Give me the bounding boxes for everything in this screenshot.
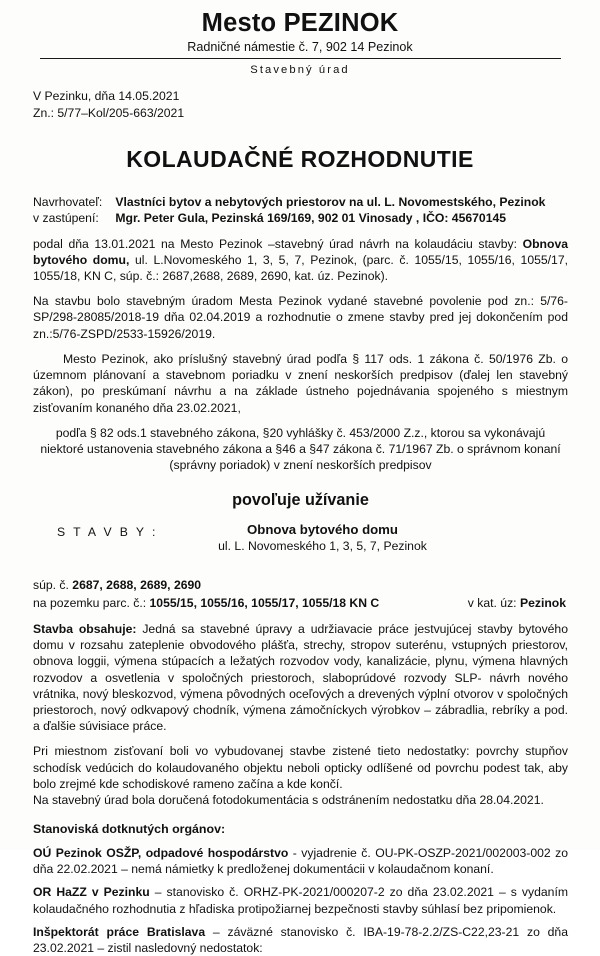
- identification-block: [33, 577, 568, 612]
- place-and-date: V Pezinku, dňa 14.05.2021: [33, 88, 180, 103]
- organization-address: Radničné námestie č. 7, 902 14 Pezinok: [187, 39, 413, 54]
- applicant-label: Navrhovateľ:: [33, 195, 103, 210]
- cadastral-area: [468, 595, 566, 612]
- parties-block: [33, 194, 568, 226]
- building-number-line: [33, 577, 568, 594]
- structure-label: S T A V B Y :: [57, 525, 158, 540]
- scope-text: Jedná sa stavebné úpravy a udržiavacie práce jestvujúcej stavby bytového domu v rozsahu zateplenie obvodového plášťa, strechy, stropov suterénu, vstupných priestorov, obnova loggii, výmena stúpacích a ležatých rozvodov vody, kanalizácie, plynu, výmena hlavných rozvodov a osvetlenia v spoločných priestoroch, slaboprúdové rozvody SLP- návrh nového vrátnika, nový bleskozvod, výmena pôvodných oceľových a drevených výplní otvorov v spoločných priestoroch, nový odkvapový chodník, výmena zámočníckych výrobkov – zábradlia, rebríky a pod. a ďalšie súvisiace práce.: [33, 621, 568, 734]
- opinion-text: - vyjadrenie č. OU-PK-OSZP-2021/002003-002 zo dňa 22.02.2021 – nemá námietky k predloženej dokumentácii v kolaudačnom konaní.: [33, 845, 568, 877]
- submission-paragraph: [33, 236, 568, 285]
- document-title: KOLAUDAČNÉ ROZHODNUTIE: [126, 146, 474, 173]
- letterhead: [0, 0, 600, 76]
- opinion-item: [33, 884, 568, 916]
- scope-paragraph: [33, 621, 568, 735]
- authority-paragraph: Mesto Pezinok, ako príslušný stavebný úrad podľa § 117 ods. 1 zákona č. 50/1976 Zb. o územnom plánovaní a stavebnom poriadku v znení neskorších predpisov (ďalej len stavebný zákon), po preskúmaní návrhu a na základe ústneho pojednávania spojeného s miestnym zisťovaním konaného dňa 23.02.2021,: [33, 351, 568, 415]
- document-body: [0, 194, 600, 956]
- parcel-value: 1055/15, 1055/16, 1055/17, 1055/18 KN C: [149, 595, 380, 610]
- representative-value: Mgr. Peter Gula, Pezinská 169/169, 902 01 Vinosady , IČO: 45670145: [115, 211, 507, 226]
- representative-label: v zastúpení:: [33, 211, 99, 226]
- file-number: Zn.: 5/77–Kol/205-663/2021: [33, 105, 185, 120]
- letterhead-divider: [40, 58, 561, 59]
- scope-label: Stavba obsahuje:: [33, 621, 137, 636]
- building-number-value: 2687, 2688, 2689, 2690: [72, 578, 202, 593]
- applicant-value: Vlastníci bytov a nebytových priestorov na ul. L. Novomestského, Pezinok: [115, 195, 546, 210]
- opinion-authority: Inšpektorát práce Bratislava: [33, 924, 206, 939]
- opinion-text: – stanovisko č. ORHZ-PK-2021/000207-2 zo dňa 23.02.2021 – s vydaním kolaudačného rozhodnutia z hľadiska protipožiarnej bezpečnosti stavby súhlasí bez pripomienok.: [33, 885, 568, 916]
- cadastral-value: Pezinok: [519, 595, 566, 610]
- structure-name: Obnova bytového domu: [247, 522, 398, 538]
- reference-block: [0, 88, 600, 121]
- opinion-authority: OÚ Pezinok OSŽP, odpadové hospodárstvo: [33, 845, 289, 860]
- defects-paragraph: [33, 743, 568, 808]
- submission-subject: Obnova bytového domu,: [33, 236, 568, 267]
- building-number-label: súp. č.: [33, 578, 73, 593]
- defects-remedy: Na stavebný úrad bola doručená fotodokumentácia s odstránením nedostatku dňa 28.04.2021.: [33, 793, 544, 808]
- opinion-item: [33, 924, 568, 956]
- legal-basis-paragraph: podľa § 82 ods.1 stavebného zákona, §20 vyhlášky č. 453/2000 Z.z., ktorou sa vykonávajú niektoré ustanovenia stavebného zákona a §46 a §47 zákona č. 71/1967 Zb. o správnom konaní (správny poriadok) v znení neskorších predpisov: [40, 425, 561, 473]
- parcel-line: [33, 595, 568, 612]
- structure-address: ul. L. Novomeského 1, 3, 5, 7, Pezinok: [218, 538, 427, 553]
- submission-text-1: podal dňa 13.01.2021 na Mesto Pezinok –stavebný úrad návrh na kolaudáciu stavby:: [33, 236, 523, 251]
- opinions-heading: Stanoviská dotknutých orgánov:: [33, 822, 226, 837]
- opinion-authority: OR HaZZ v Pezinku: [33, 885, 150, 900]
- representative-row: [33, 210, 568, 226]
- building-permit-paragraph: Na stavbu bolo stavebným úradom Mesta Pezinok vydané stavebné povolenie pod zn.: 5/76-SP/298-28085/2018-19 dňa 02.04.2019 a rozhodnutie o zmene stavby pred jej dokončením pod zn.:5/76-ZSPD/2533-15926/2019.: [33, 294, 568, 341]
- parcel-label: na pozemku parc. č.:: [33, 595, 150, 610]
- cadastral-label: v kat. úz:: [467, 595, 520, 610]
- opinion-text: – záväzné stanovisko č. IBA-19-78-2.2/ZS-C22,23-21 zo dňa 23.02.2021 – zistil nasledovný nedostatok:: [33, 924, 568, 955]
- organization-name: Mesto PEZINOK: [201, 9, 399, 37]
- defects-finding: Pri miestnom zisťovaní boli vo vybudovanej stavbe zistené tieto nedostatky: povrchy stupňov schodísk vedúcich do kolaudovaného objektu neboli opticky odlíšené od povrchu podest tak, aby bolo zrejmé kde schodiskové rameno začína a kde končí.: [33, 744, 568, 791]
- department-name: Stavebný úrad: [250, 63, 350, 76]
- applicant-row: [33, 194, 568, 210]
- ruling-headline: povoľuje užívanie: [232, 490, 369, 509]
- opinion-item: [33, 845, 568, 877]
- structure-block: [33, 522, 568, 556]
- submission-text-2: ul. L.Novomeského 1, 3, 5, 7, Pezinok, (parc. č. 1055/15, 1055/16, 1055/17, 1055/18, KN C, súp. č.: 2687,2688, 2689, 2690, kat. úz. Pezinok).: [33, 252, 568, 283]
